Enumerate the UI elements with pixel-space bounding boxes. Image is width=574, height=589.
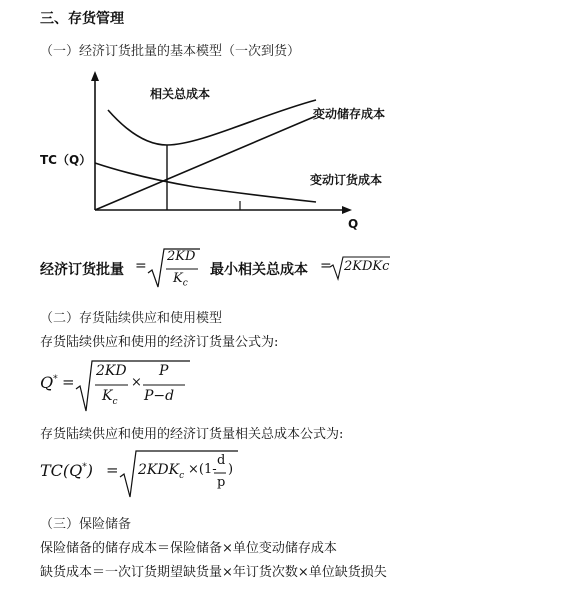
text-line-1: 存货陆续供应和使用的经济订货量公式为:: [40, 335, 279, 350]
eoq-denominator: [173, 271, 188, 289]
total-cost-curve: [108, 100, 316, 145]
eoq-label: 经济订货批量: [40, 262, 124, 278]
text-line-4: 缺货成本＝一次订货期望缺货量×年订货次数×单位缺货损失: [40, 565, 387, 580]
f3-close-paren: ): [228, 462, 234, 477]
q-symbol: Q: [40, 373, 54, 392]
times-sign: ×: [131, 375, 142, 390]
y-axis-label: TC（Q）: [40, 153, 92, 167]
f2-numerator-2: P: [159, 363, 169, 379]
text-line-3: 保险储备的储存成本＝保险储备×单位变动储存成本: [40, 541, 337, 556]
order-cost-label: 变动订货成本: [310, 173, 383, 187]
equals-sign-4: =: [106, 461, 119, 479]
f2-denominator: [102, 388, 118, 407]
x-axis-label: Q: [348, 217, 359, 231]
min-total-cost-expr: 2KDKc: [344, 259, 390, 274]
f3-times: ×(1-: [188, 462, 217, 477]
f3-expr-sub: c: [179, 470, 185, 481]
f3-frac-num: d: [217, 453, 226, 468]
section-title: 三、存货管理: [40, 11, 124, 27]
equals-sign-2: =: [320, 258, 332, 274]
tc-q-symbol: TC(Q: [40, 461, 83, 480]
y-axis-arrow: [91, 71, 99, 81]
f3-frac-den: p: [217, 475, 226, 490]
q-star: Q*: [40, 373, 58, 392]
subsection-3-title: （三）保险储备: [40, 517, 132, 532]
x-axis-arrow: [342, 206, 352, 214]
f2-numerator: 2KD: [96, 363, 127, 379]
f2-denominator-sub: c: [112, 396, 118, 407]
f3-expr: [138, 462, 184, 481]
total-cost-label: 相关总成本: [150, 87, 211, 101]
f2-denominator-2: P−d: [144, 388, 175, 404]
continuous-supply-eoq-formula: [40, 355, 240, 415]
text-line-2: 存货陆续供应和使用的经济订货量相关总成本公式为:: [40, 427, 344, 442]
f3-expr-main: 2KDK: [138, 462, 180, 478]
tc-q-star: TC(Q*): [40, 461, 94, 480]
subsection-1-title: （一）经济订货批量的基本模型（一次到货）: [40, 44, 301, 59]
f2-denominator-k: K: [102, 388, 113, 404]
eoq-denominator-sub: c: [182, 278, 188, 289]
equals-sign: =: [135, 258, 147, 274]
continuous-supply-total-cost-formula: [40, 447, 300, 507]
storage-cost-label: 变动储存成本: [313, 107, 386, 121]
min-total-cost-label: 最小相关总成本: [210, 262, 308, 278]
subsection-2-title: （二）存货陆续供应和使用模型: [40, 311, 223, 326]
cost-chart: [30, 65, 410, 240]
eoq-formula: [40, 245, 420, 295]
eoq-denominator-k: K: [173, 271, 183, 286]
eoq-numerator: 2KD: [167, 249, 196, 264]
equals-sign-3: =: [62, 373, 75, 391]
